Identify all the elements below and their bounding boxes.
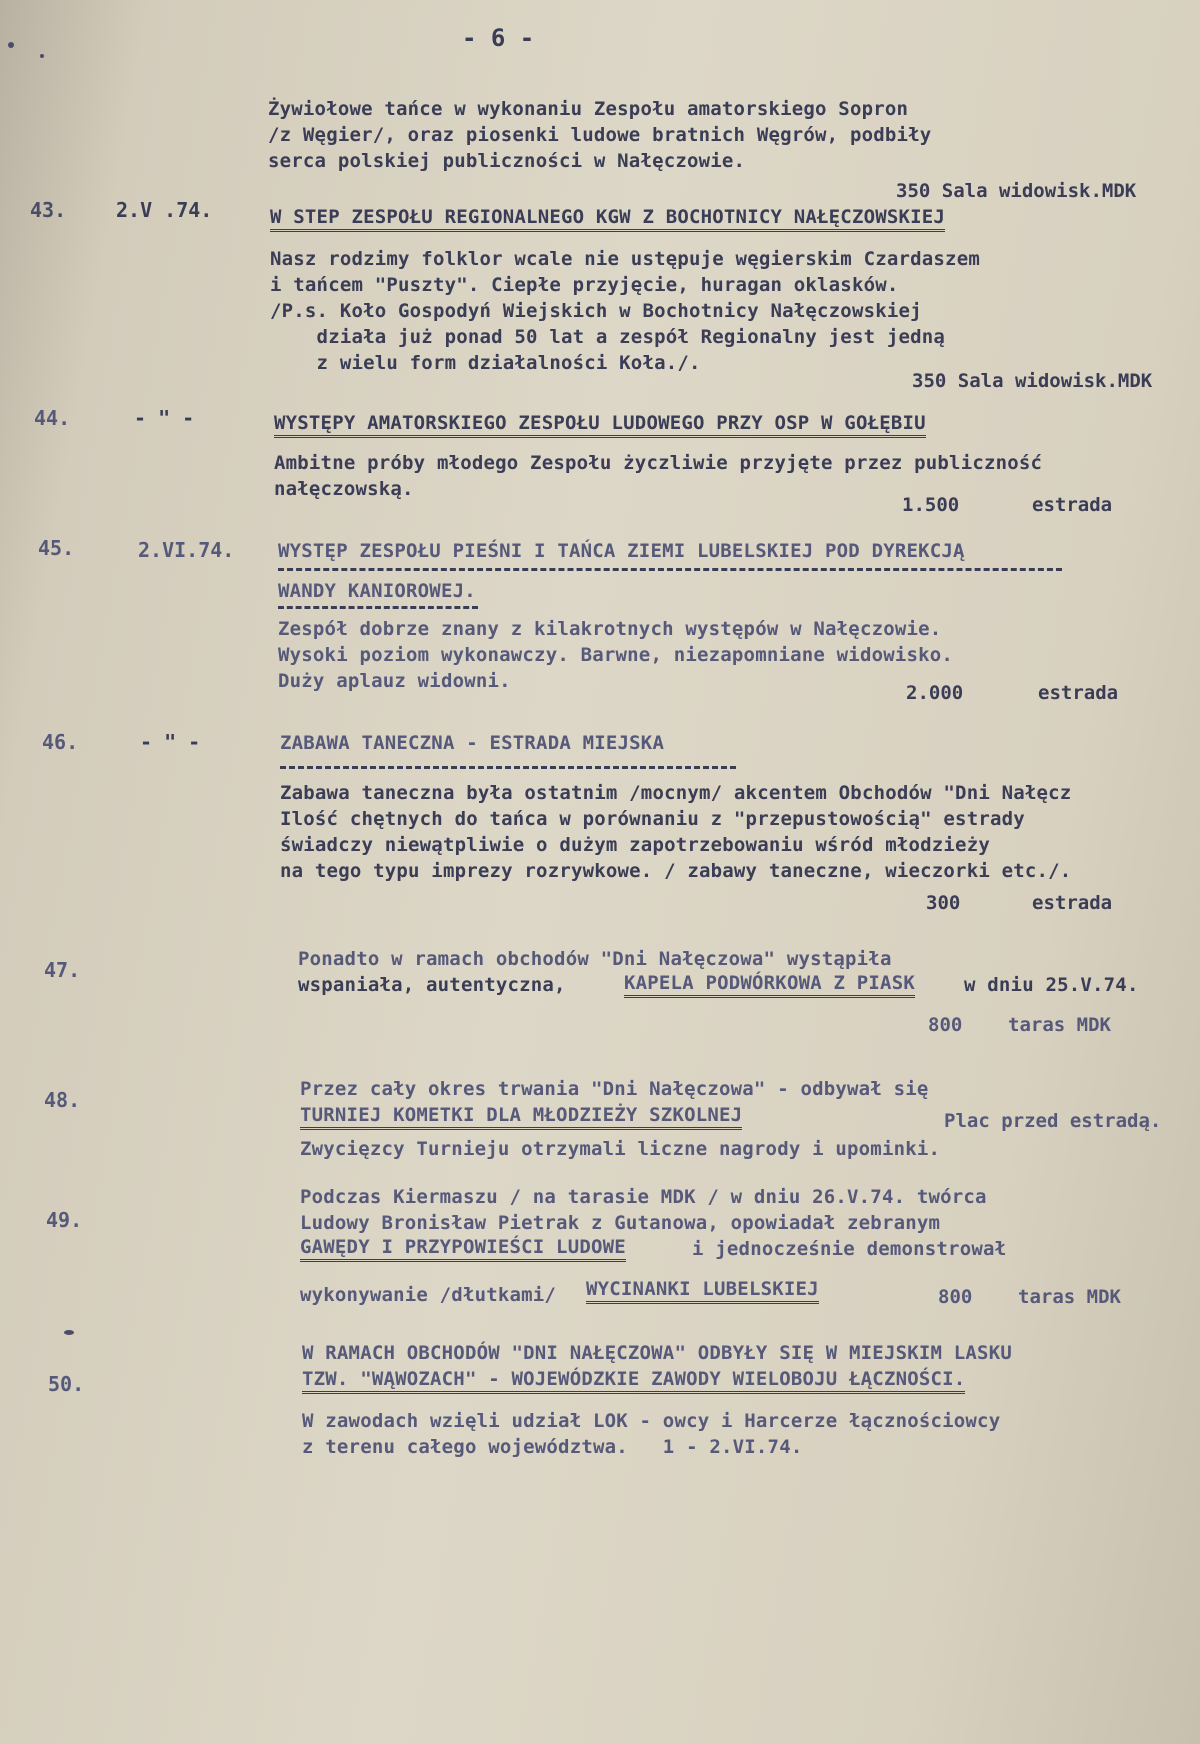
entry-date-46: - " - bbox=[140, 730, 201, 754]
entry-line: z wielu form działalności Koła./. bbox=[270, 352, 701, 374]
entry-title-44: WYSTĘPY AMATORSKIEGO ZESPOŁU LUDOWEGO PRZY OSP W GOŁĘBIU bbox=[274, 412, 926, 438]
entry-line: Przez cały okres trwania "Dni Nałęczowa" - odbywał się bbox=[300, 1078, 929, 1100]
entry-line: i tańcem "Puszty". Ciepłe przyjęcie, huragan oklasków. bbox=[270, 274, 899, 296]
speck bbox=[64, 1330, 74, 1335]
entry-place-47: taras MDK bbox=[1008, 1014, 1111, 1036]
entry-line: Duży aplauz widowni. bbox=[278, 670, 511, 692]
entry-title-50: W RAMACH OBCHODÓW "DNI NAŁĘCZOWA" ODBYŁY SIĘ W MIEJSKIM LASKU bbox=[302, 1342, 1012, 1364]
entry-line: Nasz rodzimy folklor wcale nie ustępuje węgierskim Czardaszem bbox=[270, 248, 980, 270]
entry-line: Zespół dobrze znany z kilakrotnych występów w Nałęczowie. bbox=[278, 618, 942, 640]
intro-amount: 350 Sala widowisk.MDK bbox=[896, 180, 1137, 202]
entry-line: świadczy niewątpliwie o dużym zapotrzebowaniu wśród młodzieży bbox=[280, 834, 990, 856]
entry-number-48: 48. bbox=[44, 1088, 81, 1112]
entry-line: wspaniała, autentyczna, bbox=[298, 974, 566, 996]
intro-line: /z Węgier/, oraz piosenki ludowe bratnich Węgrów, podbiły bbox=[268, 124, 932, 146]
entry-amount-47: 800 bbox=[928, 1014, 963, 1036]
entry-highlight-49b: WYCINANKI LUBELSKIEJ bbox=[586, 1278, 819, 1304]
page-number: - 6 - bbox=[462, 24, 535, 52]
entry-line: Ambitne próby młodego Zespołu życzliwie przyjęte przez publiczność bbox=[274, 452, 1043, 474]
entry-number-45: 45. bbox=[38, 536, 75, 560]
entry-line: Zabawa taneczna była ostatnim /mocnym/ akcentem Obchodów "Dni Nałęcz bbox=[280, 782, 1072, 804]
entry-highlight-48: TURNIEJ KOMETKI DLA MŁODZIEŻY SZKOLNEJ bbox=[300, 1104, 742, 1130]
entry-number-46: 46. bbox=[42, 730, 79, 754]
entry-title-45: WYSTĘP ZESPOŁU PIEŚNI I TAŃCA ZIEMI LUBELSKIEJ POD DYREKCJĄ bbox=[278, 540, 965, 562]
speck bbox=[8, 42, 14, 48]
entry-line: działa już ponad 50 lat a zespół Regionalny jest jedną bbox=[270, 326, 946, 348]
entry-place-44: estrada bbox=[1032, 494, 1113, 516]
entry-line: Podczas Kiermaszu / na tarasie MDK / w dniu 26.V.74. twórca bbox=[300, 1186, 987, 1208]
entry-line: Ilość chętnych do tańca w porównaniu z "przepustowością" estrady bbox=[280, 808, 1025, 830]
entry-highlight-49: GAWĘDY I PRZYPOWIEŚCI LUDOWE bbox=[300, 1236, 626, 1262]
entry-amount-49: 800 bbox=[938, 1286, 973, 1308]
entry-number-50: 50. bbox=[48, 1372, 85, 1396]
entry-date-44: - " - bbox=[134, 406, 195, 430]
entry-title-43: W STEP ZESPOŁU REGIONALNEGO KGW Z BOCHOTNICY NAŁĘCZOWSKIEJ bbox=[270, 206, 945, 232]
entry-number-49: 49. bbox=[46, 1208, 83, 1232]
entry-amount-43: 350 Sala widowisk.MDK bbox=[912, 370, 1153, 392]
entry-amount-45: 2.000 bbox=[906, 682, 964, 704]
intro-line: Żywiołowe tańce w wykonaniu Zespołu amatorskiego Sopron bbox=[268, 98, 909, 120]
entry-highlight-47: KAPELA PODWÓRKOWA Z PIASK bbox=[624, 972, 915, 998]
entry-line: /P.s. Koło Gospodyń Wiejskich w Bochotnicy Nałęczowskiej bbox=[270, 300, 922, 322]
entry-line: wykonywanie /dłutkami/ bbox=[300, 1284, 557, 1306]
entry-line: W zawodach wzięli udział LOK - owcy i Harcerze łącznościowcy bbox=[302, 1410, 1001, 1432]
entry-place-48: Plac przed estradą. bbox=[944, 1110, 1162, 1132]
entry-date-45: 2.VI.74. bbox=[138, 538, 235, 562]
title-underline bbox=[278, 606, 478, 609]
entry-line: Ponadto w ramach obchodów "Dni Nałęczowa" wystąpiła bbox=[298, 948, 892, 970]
entry-line: w dniu 25.V.74. bbox=[964, 974, 1139, 996]
entry-line: Wysoki poziom wykonawczy. Barwne, niezapomniane widowisko. bbox=[278, 644, 954, 666]
entry-date-43: 2.V .74. bbox=[116, 198, 213, 222]
entry-line: z terenu całego województwa. 1 - 2.VI.74. bbox=[302, 1436, 803, 1458]
entry-title2-50: TZW. "WĄWOZACH" - WOJEWÓDZKIE ZAWODY WIELOBOJU ŁĄCZNOŚCI. bbox=[302, 1368, 965, 1394]
entry-line: i jednocześnie demonstrował bbox=[692, 1238, 1007, 1260]
entry-title-46: ZABAWA TANECZNA - ESTRADA MIEJSKA bbox=[280, 732, 665, 754]
entry-amount-44: 1.500 bbox=[902, 494, 960, 516]
entry-number-43: 43. bbox=[30, 198, 67, 222]
entry-number-44: 44. bbox=[34, 406, 71, 430]
entry-line: na tego typu imprezy rozrywkowe. / zabawy taneczne, wieczorki etc./. bbox=[280, 860, 1072, 882]
entry-number-47: 47. bbox=[44, 958, 81, 982]
entry-amount-46: 300 bbox=[926, 892, 961, 914]
entry-place-45: estrada bbox=[1038, 682, 1119, 704]
speck bbox=[40, 54, 44, 58]
entry-place-46: estrada bbox=[1032, 892, 1113, 914]
entry-place-49: taras MDK bbox=[1018, 1286, 1121, 1308]
entry-line: Ludowy Bronisław Pietrak z Gutanowa, opowiadał zebranym bbox=[300, 1212, 941, 1234]
title-underline bbox=[278, 568, 1062, 571]
title-underline bbox=[280, 766, 736, 769]
intro-line: serca polskiej publiczności w Nałęczowie. bbox=[268, 150, 746, 172]
entry-line: nałęczowską. bbox=[274, 478, 414, 500]
entry-title2-45: WANDY KANIOROWEJ. bbox=[278, 580, 476, 602]
entry-line: Zwycięzcy Turnieju otrzymali liczne nagrody i upominki. bbox=[300, 1138, 941, 1160]
